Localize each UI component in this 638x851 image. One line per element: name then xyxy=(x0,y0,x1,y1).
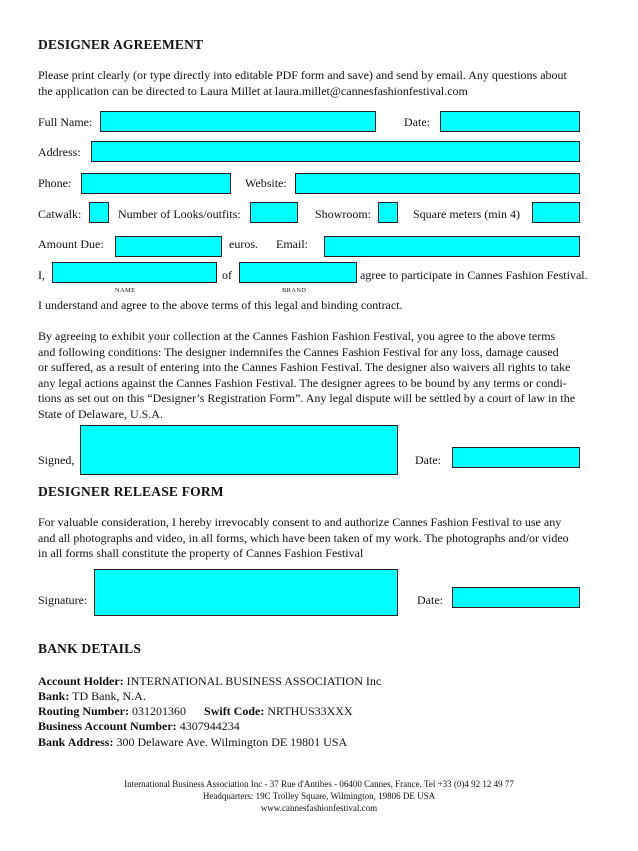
euros-label: euros. xyxy=(229,237,258,251)
release-text: For valuable consideration, I hereby irrevocably consent to and authorize Cannes Fashion Festival to use any and all photographs and video, in all forms, which have been taken of my work. The photographs and/or video in all forms shall constitute the property of Cannes Fashion Festival xyxy=(38,515,569,560)
bank-name-row: Bank: TD Bank, N.A. xyxy=(38,689,146,703)
showroom-checkbox[interactable] xyxy=(378,202,398,223)
bank-holder-row: Account Holder: INTERNATIONAL BUSINESS ASSOCIATION Inc xyxy=(38,674,382,688)
signed-label: Signed, xyxy=(38,453,75,467)
website-field[interactable] xyxy=(295,173,580,194)
square-meters-label: Square meters (min 4) xyxy=(413,207,520,221)
release-date-label: Date: xyxy=(417,593,443,607)
agree-text: agree to participate in Cannes Fashion Festival. xyxy=(360,268,588,282)
date-label: Date: xyxy=(404,115,430,129)
phone-field[interactable] xyxy=(81,173,231,194)
amount-due-label: Amount Due: xyxy=(38,237,104,251)
footer: International Business Association Inc - 37 Rue d'Antibes - 06400 Cannes, France. Tel +33 (0)4 92 12 49 77 Headquarters: 19C Trolley Square, Wilmington, 19806 DE USA www.cannesfashionfestival.com xyxy=(124,779,514,813)
release-date-field[interactable] xyxy=(452,587,580,608)
i-label: I, xyxy=(38,268,45,282)
name-field[interactable] xyxy=(52,262,217,283)
bank-routing-row: Routing Number: 031201360 Swift Code: NRTHUS33XXX xyxy=(38,704,353,718)
bank-account-row: Business Account Number: 4307944234 xyxy=(38,719,240,733)
name-caption: NAME xyxy=(115,287,136,294)
email-label: Email: xyxy=(276,237,308,251)
bank-title: BANK DETAILS xyxy=(38,641,142,656)
website-label: Website: xyxy=(245,176,287,190)
showroom-label: Showroom: xyxy=(315,207,372,221)
looks-field[interactable] xyxy=(250,202,298,223)
signed-signature-field[interactable] xyxy=(80,425,398,475)
full-name-field[interactable] xyxy=(100,111,376,132)
bank-address-row: Bank Address: 300 Delaware Ave. Wilmington DE 19801 USA xyxy=(38,735,348,749)
brand-caption: BRAND xyxy=(282,287,307,294)
page-title: DESIGNER AGREEMENT xyxy=(38,37,204,52)
full-name-label: Full Name: xyxy=(38,115,93,129)
release-signature-field[interactable] xyxy=(94,569,398,616)
amount-due-field[interactable] xyxy=(115,236,222,257)
signed-date-field[interactable] xyxy=(452,447,580,468)
release-title: DESIGNER RELEASE FORM xyxy=(38,484,224,499)
intro-text: Please print clearly (or type directly into editable PDF form and save) and send by email. Any questions about the application can be directed to Laura Millet at laura.millet@cannesfashionfestival.com xyxy=(38,68,567,98)
email-field[interactable] xyxy=(324,236,580,257)
understand-text: I understand and agree to the above terms of this legal and binding contract. xyxy=(38,298,403,312)
address-field[interactable] xyxy=(91,141,580,162)
catwalk-checkbox[interactable] xyxy=(89,202,109,223)
address-label: Address: xyxy=(38,145,81,159)
catwalk-label: Catwalk: xyxy=(38,207,82,221)
of-label: of xyxy=(222,268,232,282)
signature-label: Signature: xyxy=(38,593,88,607)
looks-label: Number of Looks/outfits: xyxy=(118,207,241,221)
signed-date-label: Date: xyxy=(415,453,441,467)
square-meters-field[interactable] xyxy=(532,202,580,223)
brand-field[interactable] xyxy=(239,262,357,283)
date-field[interactable] xyxy=(440,111,580,132)
phone-label: Phone: xyxy=(38,176,72,190)
terms-text: By agreeing to exhibit your collection at the Cannes Fashion Fashion Festival, you agree to the above terms and following conditions: The designer indemnifes the Cannes Fashion Festival for any loss, damage caused or suffered, as a result of entering into the Cannes Fashion Festival. The designer also waivers all rights to take any legal actions against the Cannes Fashion Festival. The designer agrees to be bound by any terms or condi- tions as set out on this “Designer’s Registration Form”. Any legal dispute will be settled by a court of law in the State of Delaware, U.S.A. xyxy=(38,329,576,421)
